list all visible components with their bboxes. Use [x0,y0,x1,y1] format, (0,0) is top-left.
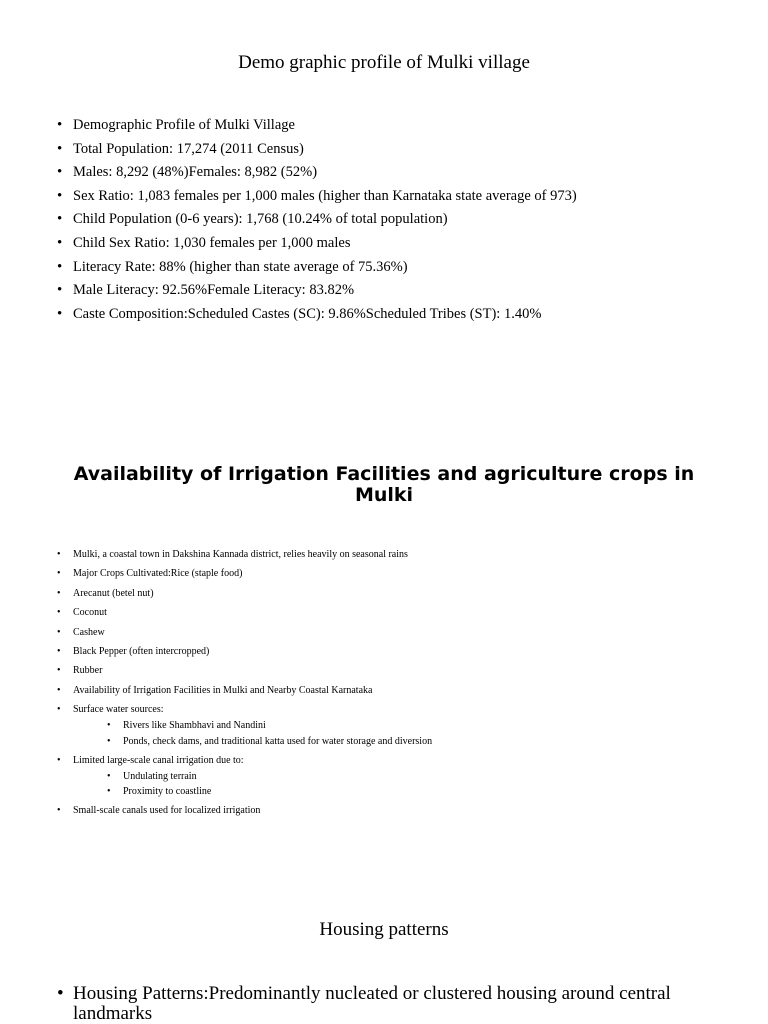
list-item: • Arecanut (betel nut) [55,586,432,602]
list-item: • Major Crops Cultivated:Rice (staple food) [55,566,432,582]
list-item: • Sex Ratio: 1,083 females per 1,000 males (higher than Karnataka state average of 973) [55,185,577,209]
list-item: • Coconut [55,605,432,621]
housing-title: Housing patterns [319,919,449,940]
list-item: • Small-scale canals used for localized irrigation [55,803,432,819]
list-item: • Caste Composition:Scheduled Castes (SC): 9.86%Scheduled Tribes (ST): 1.40% [55,303,577,327]
list-item-label: Surface water sources: [73,704,164,716]
list-item: • Child Sex Ratio: 1,030 females per 1,000 males [55,232,577,256]
list-item: • Child Population (0-6 years): 1,768 (10.24% of total population) [55,208,577,232]
sub-list-item: • Undulating terrain [105,769,432,785]
list-item: • Rubber [55,663,432,679]
sub-list [73,718,432,749]
list-item: • Housing Patterns:Predominantly nucleated or clustered housing around central landmarks [55,984,715,1024]
irrigation-title: Availability of Irrigation Facilities and agriculture crops in Mulki [73,463,695,506]
demographic-list [55,114,577,326]
sub-list-item: • Proximity to coastline [105,784,432,800]
demographic-profile-title: Demo graphic profile of Mulki village [238,52,530,73]
housing-list [55,984,715,1024]
list-item: • Demographic Profile of Mulki Village [55,114,577,138]
sub-list-item: • Ponds, check dams, and traditional katta used for water storage and diversion [105,734,432,750]
sub-list-item: • Rivers like Shambhavi and Nandini [105,718,432,734]
list-item: • Mulki, a coastal town in Dakshina Kannada district, relies heavily on seasonal rains [55,547,432,563]
irrigation-list [55,547,432,822]
list-item: • Total Population: 17,274 (2011 Census) [55,138,577,162]
list-item: • Cashew [55,625,432,641]
list-item: • Black Pepper (often intercropped) [55,644,432,660]
list-item-canal-irrigation [55,753,432,800]
list-item-label: Limited large-scale canal irrigation due to: [73,754,244,766]
list-item-surface-water [55,702,432,749]
sub-list [73,769,432,800]
list-item: • Males: 8,292 (48%)Females: 8,982 (52%) [55,161,577,185]
list-item: • Male Literacy: 92.56%Female Literacy: 83.82% [55,279,577,303]
list-item: • Availability of Irrigation Facilities in Mulki and Nearby Coastal Karnataka [55,683,432,699]
list-item: • Literacy Rate: 88% (higher than state average of 75.36%) [55,256,577,280]
